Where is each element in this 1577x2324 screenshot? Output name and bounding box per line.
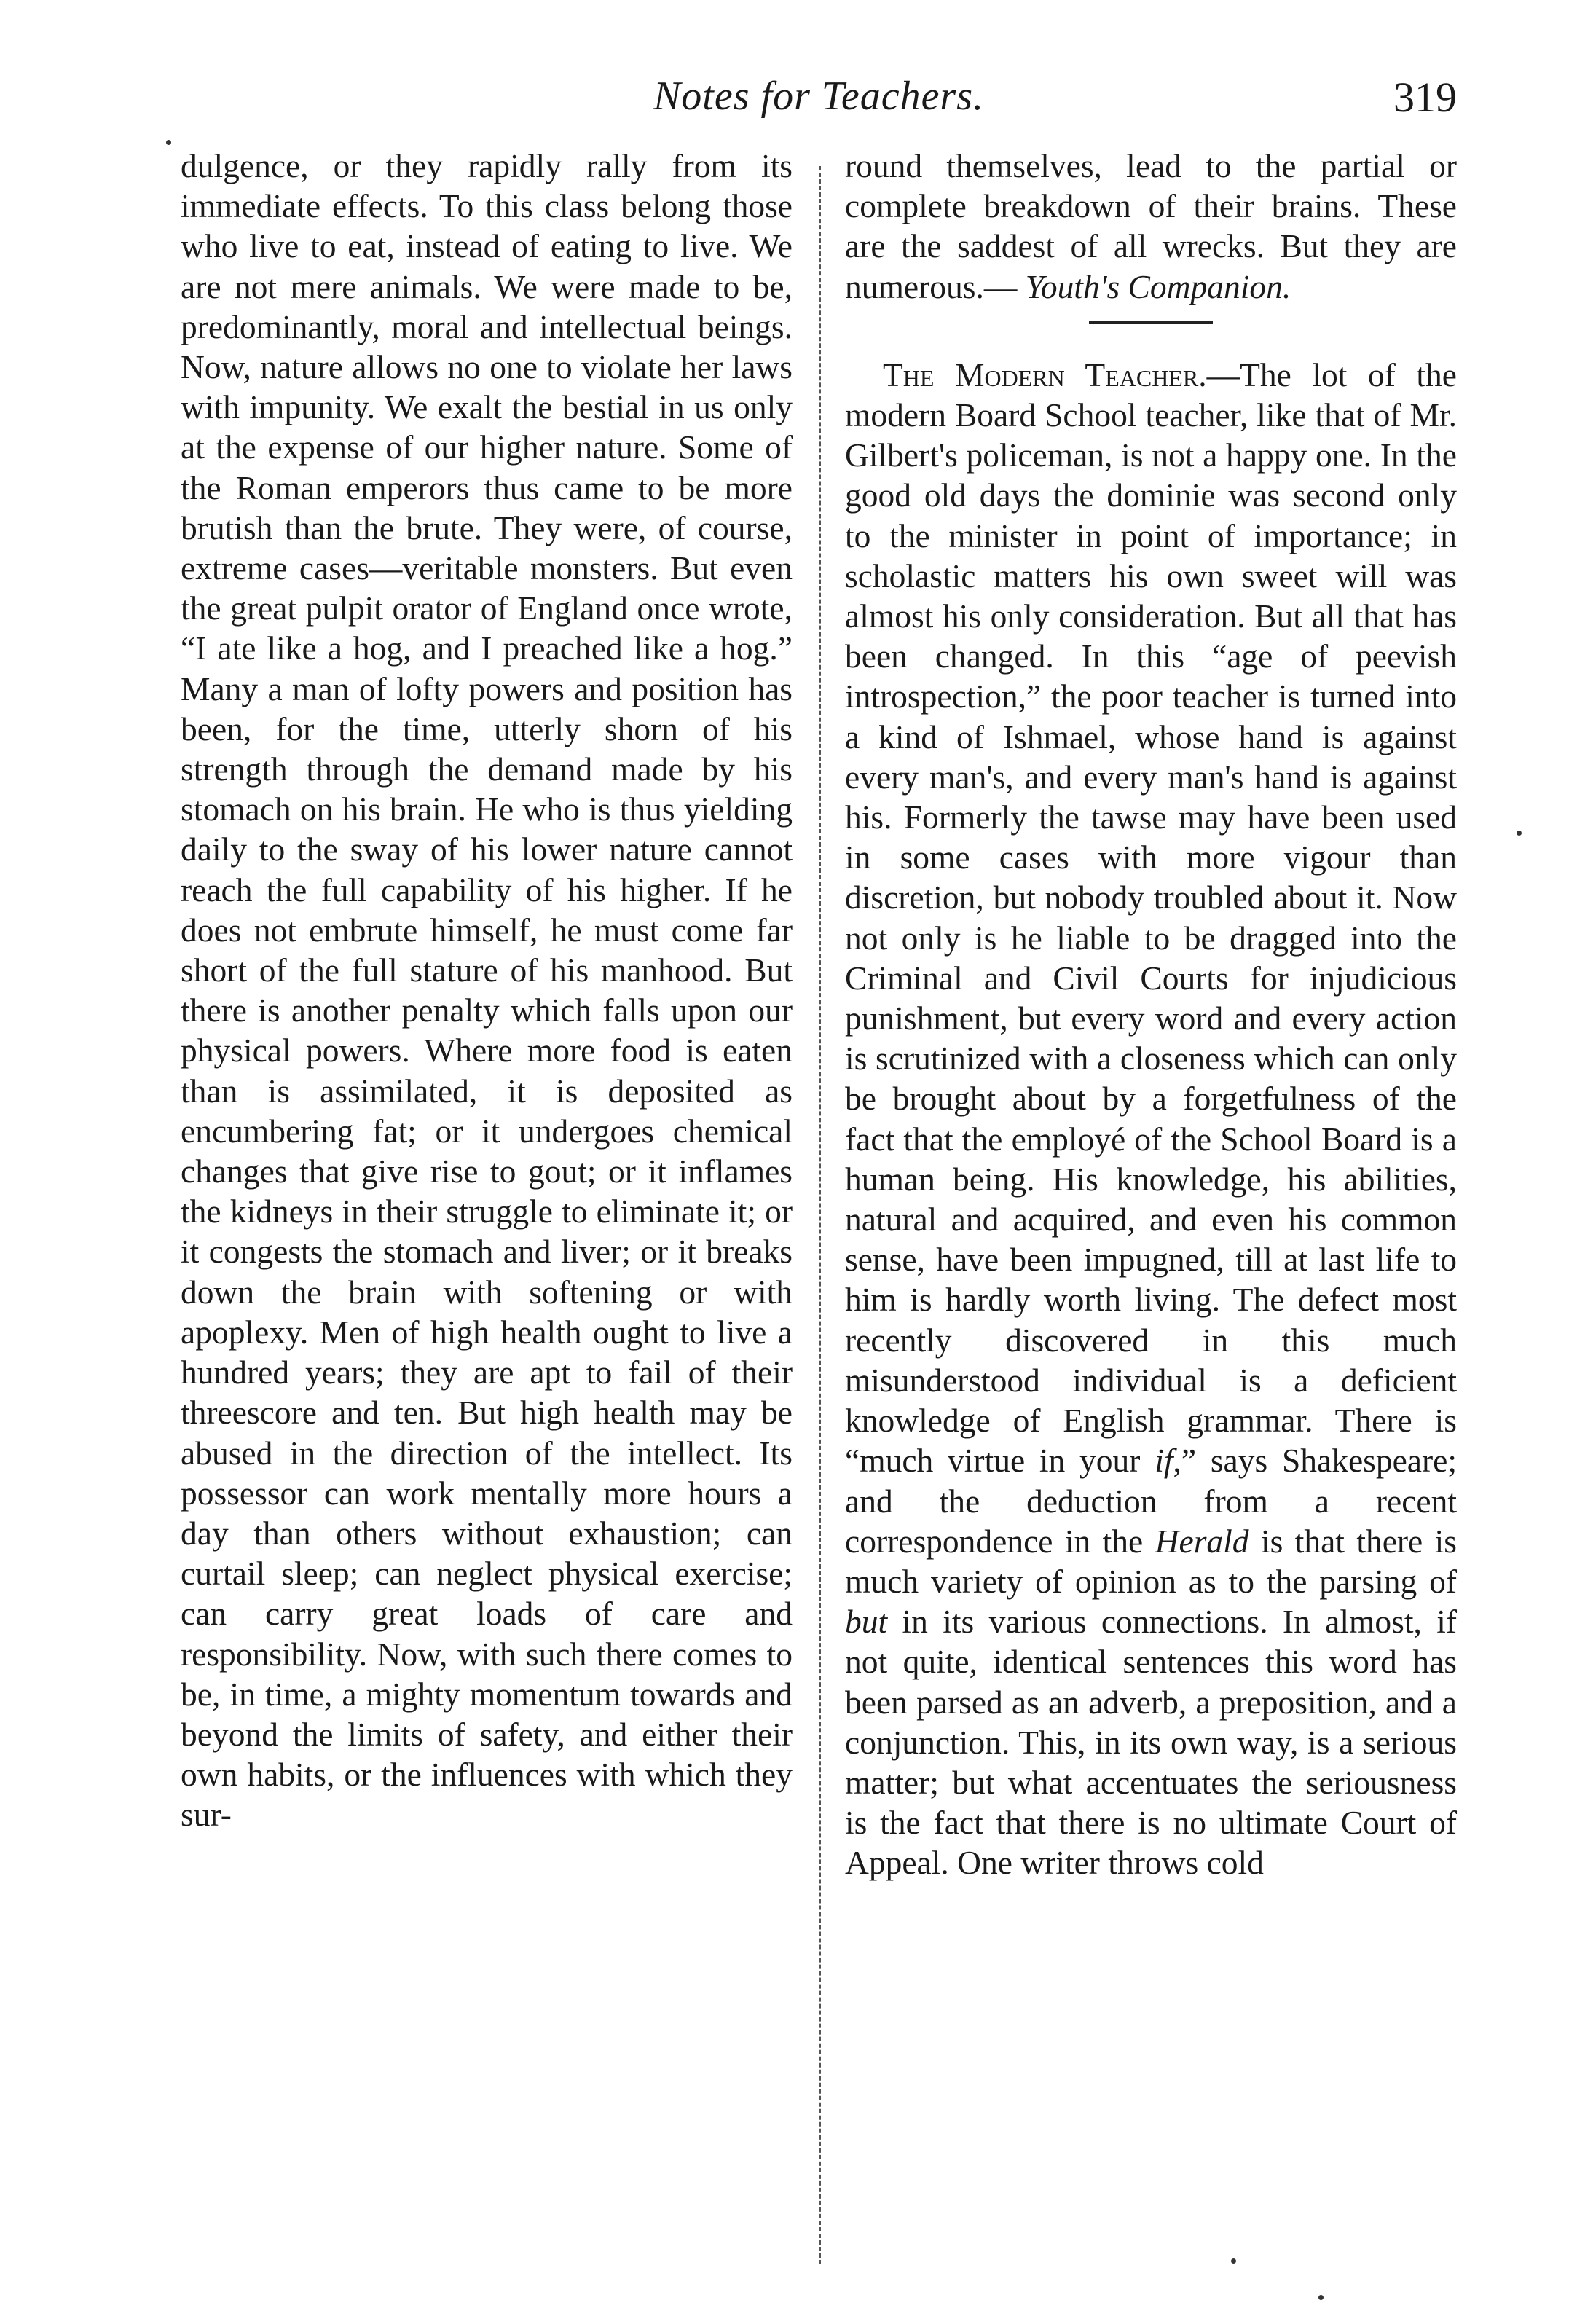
left-column-paragraph: dulgence, or they rapidly rally from its immediate effects. To this class belong those who live to eat, instead of eating to live. We are not mere animals. We were made to be, predominantly, moral and intellectual beings. Now, nature allows no one to violate her laws with impunity. We exalt the bestial in us only at the expense of our higher nature. Some of the Roman emperors thus came to be more brutish than the brute. They were, of course, extreme cases—veritable monsters. But even the great pulpit orator of England once wrote, “I ate like a hog, and I preached like a hog.” Many a man of lofty powers and position has been, for the time, utterly shorn of his strength through the demand made by his stomach on his brain. He who is thus yielding daily to the sway of his lower nature cannot reach the full capability of his higher. If he does not embrute himself, he must come far short of the full stature of his manhood. But there is another penalty which falls upon our physical powers. Where more food is eaten than is assimilated, it is deposited as encumbering fat; or it undergoes chemical changes that give rise to gout; or it inflames the kidneys in their struggle to eliminate it; or it congests the stomach and liver; or it breaks down the brain with softening or with apoplexy. Men of high health ought to live a hundred years; they are apt to fail of their threescore and ten. But high health may be abused in the direction of the intellect. Its possessor can work mentally more hours a day than others without exhaustion; can curtail sleep; can neglect physical exercise; can carry great loads of care and responsibility. Now, with such there comes to be, in time, a mighty momentum towards and beyond the limits of safety, and either their own habits, or the influences with which they sur- (181, 147, 793, 1834)
print-speck (1318, 2295, 1324, 2300)
source-citation: Youth's Companion. (1025, 267, 1291, 305)
page-number: 319 (1393, 74, 1457, 121)
italic-but: but (845, 1603, 888, 1641)
modern-teacher-paragraph (845, 355, 1457, 1883)
continuation-text: round themselves, lead to the partial or complete breakdown of their brains. These are the saddest of all wrecks. But they are numerous.— (845, 147, 1457, 305)
left-column (181, 146, 793, 1835)
page-header (181, 73, 1457, 138)
right-column (845, 146, 1457, 1883)
print-speck (166, 140, 171, 145)
italic-if: if (1155, 1442, 1173, 1480)
print-speck (1517, 831, 1522, 836)
italic-herald: Herald (1155, 1522, 1249, 1560)
section-title: The Modern Teacher. (883, 356, 1207, 393)
paragraph-text-3: is that there is much variety of opinion as to the parsing of (845, 1522, 1458, 1600)
running-title: Notes for Teachers. (653, 74, 985, 119)
print-speck (1231, 2258, 1236, 2264)
paragraph-text-2: ,” says Shakespeare; and the deduction from a recent correspondence in the (845, 1442, 1457, 1560)
continuation-paragraph (845, 146, 1457, 307)
paragraph-text-1: —The lot of the modern Board School teacher, like that of Mr. Gilbert's policeman, is not a happy one. In the good old days the dominie was second only to the minister in point of importance; in scholastic matters his own sweet will was almost his only consideration. But all that has been changed. In this “age of peevish introspection,” the poor teacher is turned into a kind of Ishmael, whose hand is against every man's, and every man's hand is against his. Formerly the tawse may have been used in some cases with more vigour than discretion, but nobody troubled about it. Now not only is he liable to be dragged into the Criminal and Civil Courts for injudicious punishment, but every word and every action is scrutinized with a closeness which can only be brought about by a forgetfulness of the fact that the employé of the School Board is a human being. His knowledge, his abilities, natural and acquired, and even his common sense, have been impugned, till at last life to him is hardly worth living. The defect most recently discovered in this much misunderstood individual is a deficient knowledge of English grammar. There is “much virtue in your (845, 356, 1457, 1480)
column-divider (819, 166, 821, 2264)
paragraph-text-4: in its various connections. In almost, if not quite, identical sentences this word has been parsed as an adverb, a preposition, and a conjunction. This, in its own way, is a serious matter; but what accentuates the seriousness is the fact that there is no ultimate Court of Appeal. One writer throws cold (845, 1603, 1457, 1882)
section-separator (1089, 321, 1213, 324)
